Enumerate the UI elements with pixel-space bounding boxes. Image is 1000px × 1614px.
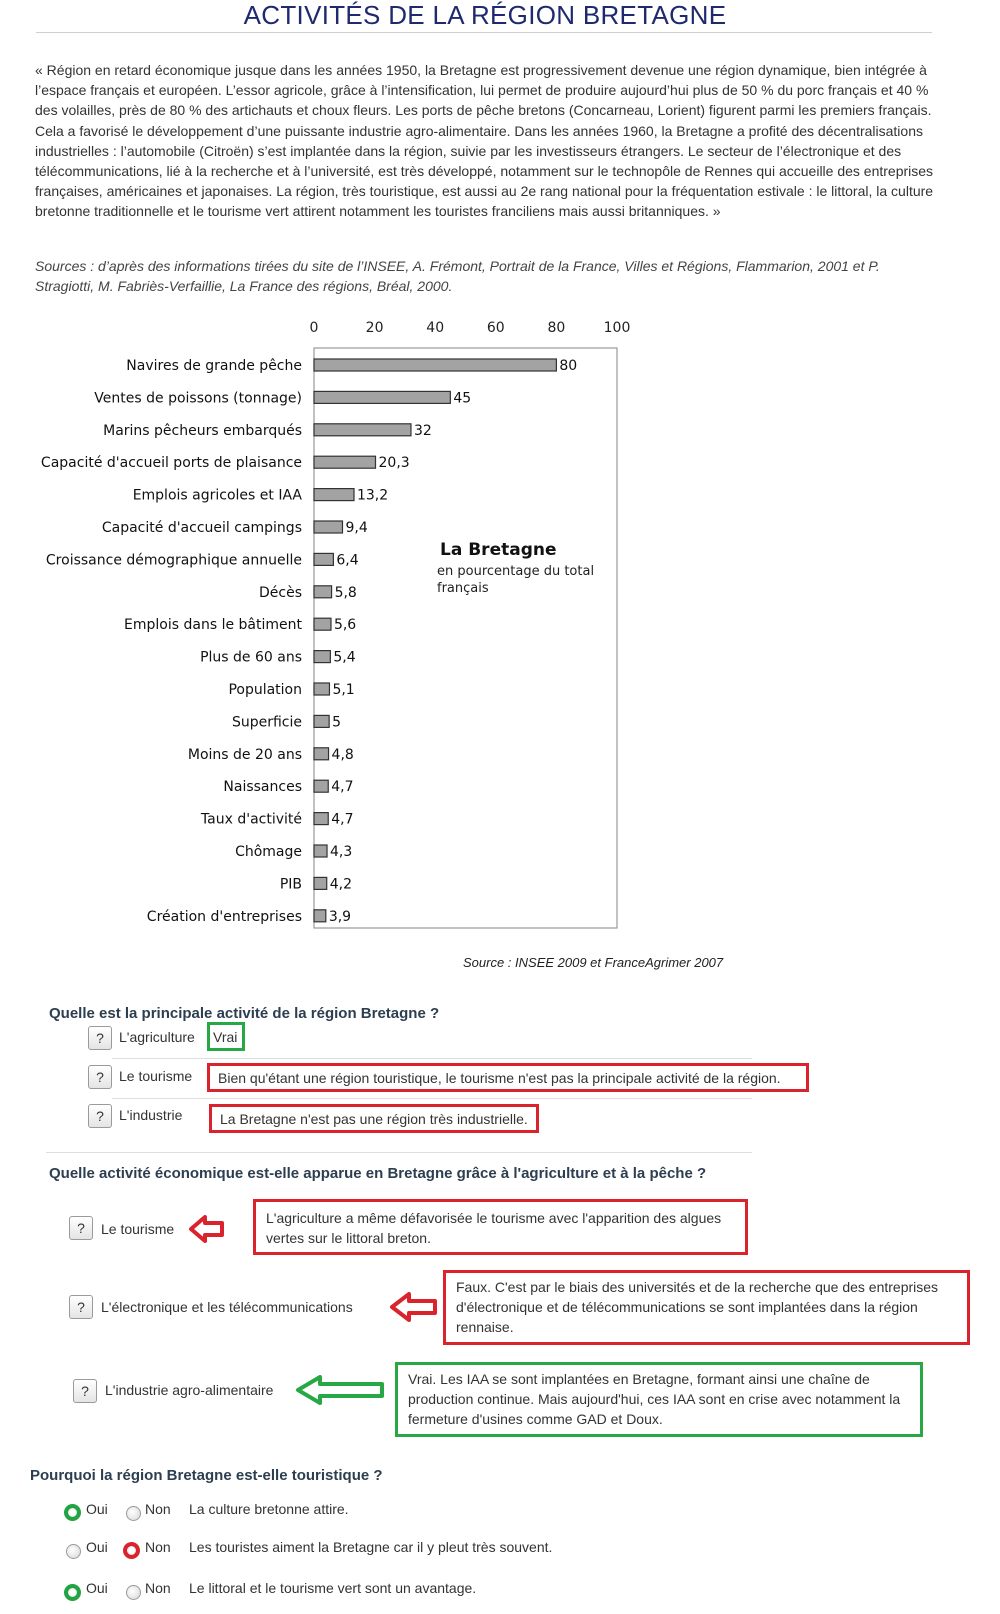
q3-s3-yes-label[interactable]: Oui (86, 1580, 108, 1596)
value-label: 13,2 (356, 487, 389, 504)
bretagne-bar-chart (0, 310, 720, 950)
bar (314, 845, 327, 857)
value-label: 4,3 (330, 844, 353, 860)
q1-option-1-feedback: Vrai (207, 1022, 245, 1051)
bar (314, 456, 376, 468)
q2-option-3-button[interactable]: ? (73, 1379, 97, 1403)
bar (314, 618, 331, 630)
q3-s2-yes-label[interactable]: Oui (86, 1539, 108, 1555)
bar (314, 424, 411, 436)
chart-subtitle-box (437, 563, 607, 613)
bar (314, 651, 330, 663)
q3-s1-no-radio[interactable] (126, 1506, 141, 1521)
q3-s3-yes-radio[interactable] (64, 1584, 81, 1601)
value-label: 80 (559, 358, 578, 374)
q1-option-1-help-button[interactable]: ? (88, 1026, 112, 1050)
q2-option-3-label[interactable]: L'industrie agro-alimentaire (105, 1382, 274, 1398)
bar (314, 586, 332, 598)
category-label: Moins de 20 ans (187, 746, 302, 763)
category-label: Plus de 60 ans (200, 649, 302, 666)
q2-option-2-arrow-icon (389, 1291, 439, 1323)
q2-option-2-feedback: Faux. C'est par le biais des universités et de la recherche que des entreprises d'électronique et de télécommunications se sont implantées dans la région rennaise. (443, 1270, 970, 1345)
x-tick-label: 20 (365, 320, 384, 336)
q3-s1-no-label[interactable]: Non (145, 1501, 171, 1517)
q1-option-2-button[interactable]: ? (88, 1065, 112, 1089)
question-1-title: Quelle est la principale activité de la région Bretagne ? (49, 1005, 440, 1022)
sources-note: Sources : d’après des informations tirées du site de l’INSEE, A. Frémont, Portrait de la France, Villes et Régions, Flammarion, 2001 et P. Stragiotti, M. Fabriès-Verfaillie, La France des régions, Bréal, 2000. (35, 258, 880, 295)
value-label: 5 (332, 714, 342, 731)
value-label: 20,3 (378, 455, 410, 472)
x-tick-label: 100 (603, 320, 631, 336)
value-label: 4,2 (329, 876, 352, 893)
q1-option-3-feedback: La Bretagne n'est pas une région très industrielle. (209, 1104, 539, 1133)
category-label: Emplois dans le bâtiment (124, 617, 302, 634)
value-label: 4,7 (331, 779, 354, 796)
bar (314, 715, 329, 727)
q3-s2-statement: Les touristes aiment la Bretagne car il y pleut très souvent. (189, 1539, 553, 1555)
category-label: Navires de grande pêche (126, 358, 302, 374)
bar (314, 780, 328, 792)
value-label: 45 (453, 390, 472, 407)
q3-s1-yes-radio[interactable] (64, 1504, 81, 1521)
page-title: ACTIVITÉS DE LA RÉGION BRETAGNE (243, 0, 727, 30)
x-tick-label: 80 (547, 320, 566, 336)
bar (314, 391, 450, 403)
bar (314, 359, 556, 371)
q1-option-3-button[interactable]: ? (88, 1104, 112, 1128)
question-2-title: Quelle activité économique est-elle apparue en Bretagne grâce à l'agriculture et à la pêche ? (49, 1165, 707, 1182)
q1-separator (112, 1058, 752, 1059)
q3-s1-statement: La culture bretonne attire. (189, 1501, 349, 1517)
intro-paragraph: « Région en retard économique jusque dans les années 1950, la Bretagne est progressivement devenue une région dynamique, bien intégrée à l’espace français et européen. L’essor agricole, grâce à l’intensification, lui permet de produire aujourd’hui plus de 50 % du porc français et 40 % des volailles, près de 80 % des artichauts et choux fleurs. Les ports de pêche bretons (Concarneau, Lorient) figurent parmi les premiers français. Cela a favorisé le développement d’une puissante industrie agro-alimentaire. Dans les années 1960, la Bretagne a profité des décentralisations industrielles : l’automobile (Citroën) s’est implantée dans la région, suivie par les investisseurs étrangers. Le secteur de l’électronique et des télécommunications, lié à la recherche et à l’université, est très développé, notamment sur le technopôle de Rennes qui accueille des entreprises françaises, américaines et japonaises. La région, très touristique, est aussi au 2e rang national pour la fréquentation estivale : le littoral, la culture bretonne traditionnelle et le tourisme vert attirent notamment les touristes franciliens mais aussi britanniques. » (35, 62, 934, 220)
category-label: Capacité d'accueil campings (101, 520, 302, 536)
category-label: Population (228, 682, 302, 698)
q2-option-2-button[interactable]: ? (69, 1295, 93, 1319)
bar (314, 813, 328, 825)
bar (314, 748, 329, 760)
q2-option-3-arrow-icon (294, 1373, 386, 1407)
chart-title: La Bretagne (440, 540, 557, 560)
q2-option-1-label[interactable]: Le tourisme (101, 1221, 175, 1237)
category-label: Capacité d'accueil ports de plaisance (40, 455, 302, 472)
q3-s1-yes-label[interactable]: Oui (86, 1501, 108, 1517)
q3-s2-no-radio[interactable] (123, 1542, 140, 1559)
value-label: 9,4 (345, 520, 368, 536)
q2-option-1-button[interactable]: ? (69, 1216, 93, 1240)
bar (314, 521, 342, 533)
x-tick-label: 60 (486, 320, 505, 336)
category-label: Création d'entreprises (146, 908, 302, 925)
value-label: 5,4 (333, 649, 356, 666)
value-label: 32 (413, 422, 432, 439)
q2-option-1-arrow-icon (188, 1214, 226, 1244)
category-label: Décès (259, 584, 302, 601)
q1-option-1-label[interactable]: L'agriculture (119, 1029, 195, 1045)
chart-source: Source : INSEE 2009 et FranceAgrimer 2007 (463, 955, 724, 970)
q2-option-3-feedback: Vrai. Les IAA se sont implantées en Bretagne, formant ainsi une chaîne de production continue. Mais aujourd'hui, ces IAA sont en crise avec notamment la fermeture d'usines comme GAD et Doux. (395, 1362, 923, 1437)
q3-s2-no-label[interactable]: Non (145, 1539, 171, 1555)
q3-s2-yes-radio[interactable] (66, 1544, 81, 1559)
category-label: Marins pêcheurs embarqués (103, 422, 302, 439)
bar (314, 910, 326, 922)
category-label: Taux d'activité (200, 811, 302, 828)
bar (314, 683, 329, 695)
bar (314, 553, 333, 565)
value-label: 6,4 (336, 552, 359, 569)
category-label: Croissance démographique annuelle (45, 552, 302, 569)
q1-separator (112, 1098, 752, 1099)
value-label: 4,7 (331, 811, 354, 828)
q1-option-2-label[interactable]: Le tourisme (119, 1068, 193, 1084)
category-label: Emplois agricoles et IAA (132, 487, 302, 504)
q3-s3-no-label[interactable]: Non (145, 1580, 171, 1596)
q1-option-2-feedback: Bien qu'étant une région touristique, le tourisme n'est pas la principale activité de la région. (207, 1063, 809, 1092)
q2-option-2-label[interactable]: L'électronique et les télécommunications (101, 1299, 353, 1315)
category-label: Chômage (235, 844, 302, 860)
x-tick-label: 0 (309, 320, 319, 336)
q3-s3-no-radio[interactable] (126, 1585, 141, 1600)
question-separator (46, 1152, 752, 1153)
q2-option-1-feedback: L'agriculture a même défavorisée le tourisme avec l'apparition des algues vertes sur le littoral breton. (253, 1199, 748, 1255)
value-label: 3,9 (328, 908, 352, 925)
question-3-title: Pourquoi la région Bretagne est-elle touristique ? (30, 1467, 383, 1484)
x-tick-label: 40 (426, 320, 445, 336)
bar (314, 489, 354, 501)
value-label: 5,8 (334, 584, 357, 601)
bar (314, 877, 327, 889)
value-label: 5,6 (333, 617, 357, 634)
value-label: 5,1 (332, 682, 355, 698)
category-label: Ventes de poissons (tonnage) (94, 390, 302, 407)
q1-option-3-label[interactable]: L'industrie (119, 1107, 183, 1123)
q3-s3-statement: Le littoral et le tourisme vert sont un avantage. (189, 1580, 477, 1596)
category-label: Naissances (223, 779, 302, 796)
category-label: Superficie (231, 714, 302, 731)
title-divider (36, 32, 932, 33)
value-label: 4,8 (331, 746, 354, 763)
category-label: PIB (279, 876, 302, 893)
chart-subtitle: en pourcentage du total français (437, 564, 595, 596)
